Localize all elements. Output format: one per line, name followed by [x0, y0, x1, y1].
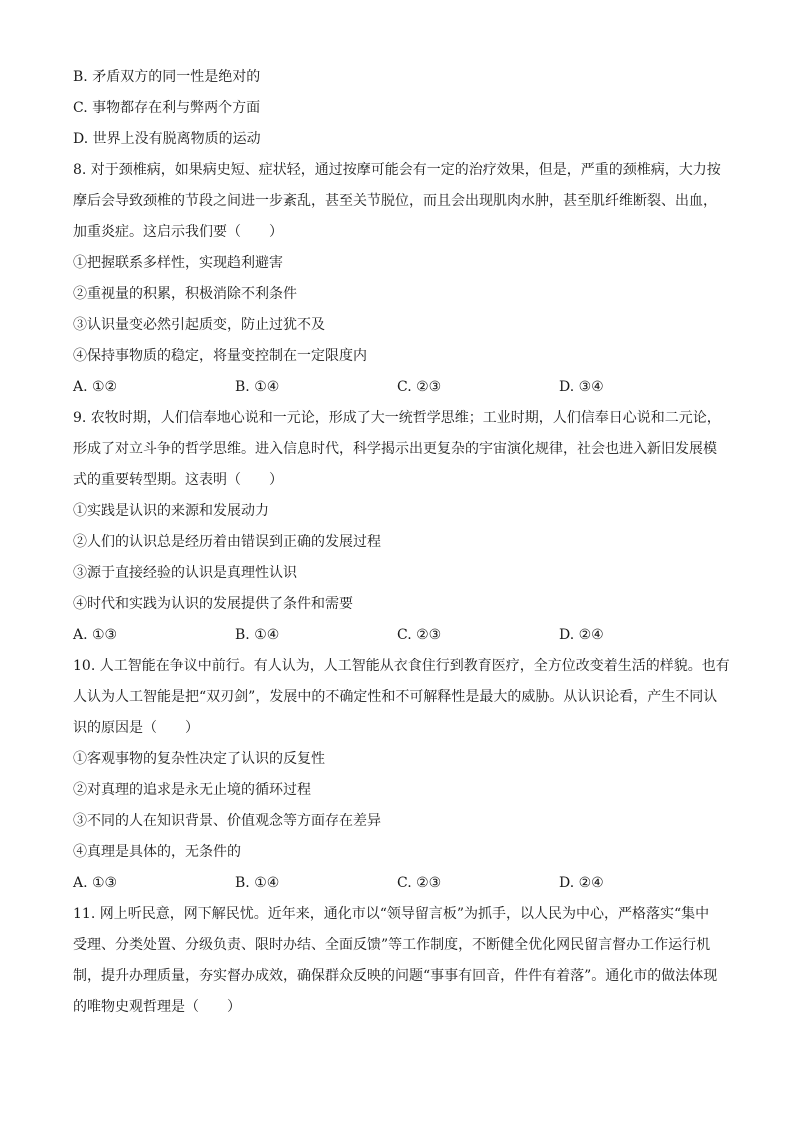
q9-statement-4: ④时代和实践为认识的发展提供了条件和需要: [73, 596, 353, 612]
q8-stem-line-2: 摩后会导致颈椎的节段之间进一步紊乱，甚至关节脱位，而且会出现肌肉水肿，甚至肌纤维断裂、出血，: [73, 193, 717, 209]
q9-option-d: D. ②④: [559, 627, 604, 643]
q7-option-d: D. 世界上没有脱离物质的运动: [73, 131, 261, 147]
q9-stem-line-2: 形成了对立斗争的哲学思维。进入信息时代，科学揭示出更复杂的宇宙演化规律，社会也进入新旧发展模: [73, 441, 717, 457]
q10-stem-line-2: 人认为人工智能是把“双刃剑”，发展中的不确定性和不可解释性是最大的威胁。从认识论看，产生不同认: [73, 689, 718, 705]
q9-statement-1: ①实践是认识的来源和发展动力: [73, 503, 269, 519]
q8-statement-4: ④保持事物质的稳定，将量变控制在一定限度内: [73, 348, 367, 364]
q11-stem-line-4: 的唯物史观哲理是（ ）: [73, 999, 241, 1015]
q8-statement-2: ②重视量的积累，积极消除不利条件: [73, 286, 297, 302]
q10-statement-2: ②对真理的追求是永无止境的循环过程: [73, 782, 311, 798]
q7-option-b: B. 矛盾双方的同一性是绝对的: [73, 69, 261, 85]
question-content: [73, 62, 733, 1023]
q8-option-a: A. ①②: [73, 379, 118, 395]
q11-stem-line-3: 制，提升办理质量，夯实督办成效，确保群众反映的问题“事事有回音，件件有着落”。通化市的做法体现: [73, 968, 718, 984]
q10-stem-line-1: 10. 人工智能在争议中前行。有人认为，人工智能从衣食住行到教育医疗，全方位改变着生活的样貌。也有: [73, 658, 730, 674]
q9-option-b: B. ①④: [235, 627, 280, 643]
q10-option-c: C. ②③: [397, 875, 442, 891]
q8-stem-line-3: 加重炎症。这启示我们要（ ）: [73, 224, 283, 240]
q8-option-c: C. ②③: [397, 379, 442, 395]
q10-options: [73, 868, 733, 899]
q11-stem-line-2: 受理、分类处置、分级负责、限时办结、全面反馈”等工作制度，不断健全优化网民留言督办工作运行机: [73, 937, 711, 953]
q10-option-b: B. ①④: [235, 875, 280, 891]
q8-options: [73, 372, 733, 403]
q9-options: [73, 620, 733, 651]
q8-statement-3: ③认识量变必然引起质变，防止过犹不及: [73, 317, 325, 333]
q10-statement-4: ④真理是具体的，无条件的: [73, 844, 241, 860]
q8-stem-line-1: 8. 对于颈椎病，如果病史短、症状轻，通过按摩可能会有一定的治疗效果，但是，严重的颈椎病，大力按: [73, 162, 721, 178]
q9-option-a: A. ①③: [73, 627, 118, 643]
q8-statement-1: ①把握联系多样性，实现趋利避害: [73, 255, 283, 271]
q9-stem-line-1: 9. 农牧时期，人们信奉地心说和一元论，形成了大一统哲学思维；工业时期，人们信奉日心说和二元论，: [73, 410, 721, 426]
q11-stem-line-1: 11. 网上听民意，网下解民忧。近年来，通化市以“领导留言板”为抓手，以人民为中心，严格落实“集中: [73, 906, 710, 922]
q10-statement-1: ①客观事物的复杂性决定了认识的反复性: [73, 751, 325, 767]
q9-statement-2: ②人们的认识总是经历着由错误到正确的发展过程: [73, 534, 381, 550]
q8-option-b: B. ①④: [235, 379, 280, 395]
q9-option-c: C. ②③: [397, 627, 442, 643]
q10-option-a: A. ①③: [73, 875, 118, 891]
q9-stem-line-3: 式的重要转型期。这表明（ ）: [73, 472, 283, 488]
q10-option-d: D. ②④: [559, 875, 604, 891]
q7-option-c: C. 事物都存在利与弊两个方面: [73, 100, 261, 116]
q8-option-d: D. ③④: [559, 379, 604, 395]
q10-statement-3: ③不同的人在知识背景、价值观念等方面存在差异: [73, 813, 381, 829]
q10-stem-line-3: 识的原因是（ ）: [73, 720, 199, 736]
q9-statement-3: ③源于直接经验的认识是真理性认识: [73, 565, 297, 581]
